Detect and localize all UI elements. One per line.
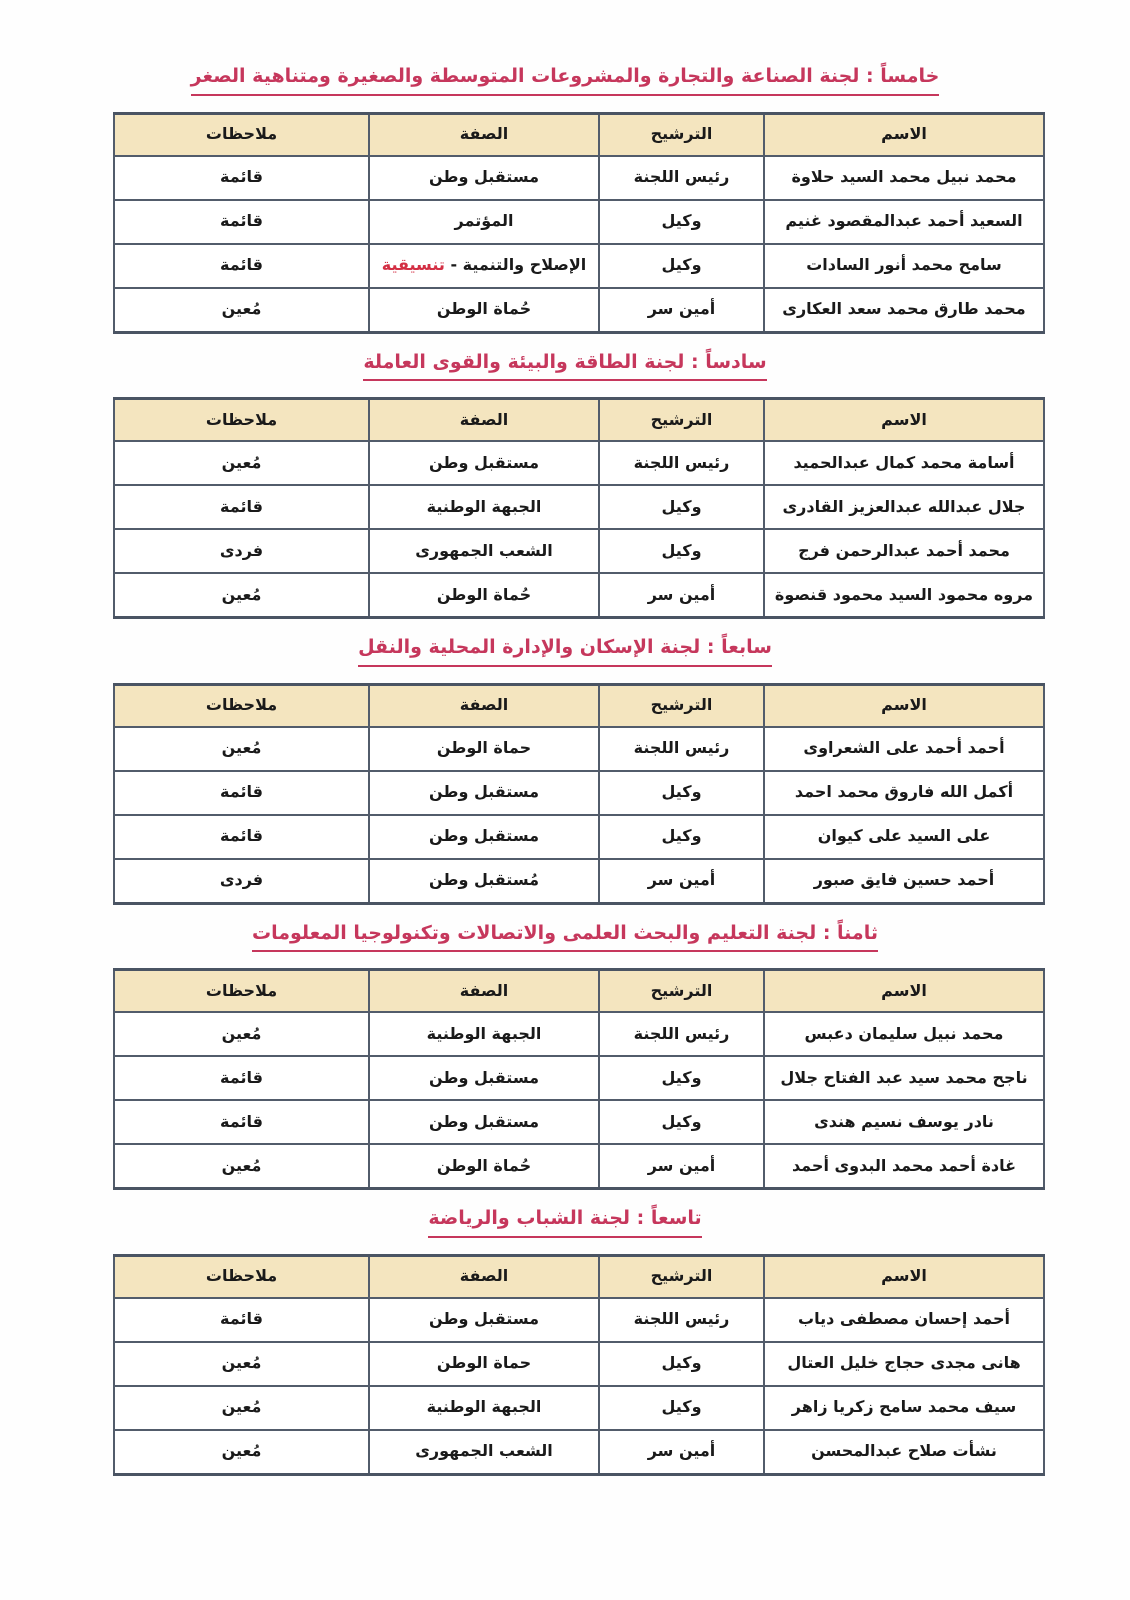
cell-member-name: سيف محمد سامح زكريا زاهر: [764, 1386, 1044, 1430]
section-heading-text: سادساً : لجنة الطاقة والبيئة والقوى العاملة: [363, 348, 766, 382]
table-row: [114, 200, 1044, 244]
cell-notes: مُعين: [114, 1012, 369, 1056]
section-heading-text: خامساً : لجنة الصناعة والتجارة والمشروعات المتوسطة والصغيرة ومتناهية الصغر: [191, 62, 940, 96]
column-header-notes: ملاحظات: [114, 399, 369, 442]
cell-party: حُماة الوطن: [369, 573, 599, 618]
cell-notes: مُعين: [114, 1144, 369, 1189]
column-header-name: الاسم: [764, 970, 1044, 1013]
cell-party: حماة الوطن: [369, 727, 599, 771]
table-row: [114, 1386, 1044, 1430]
cell-nomination: وكيل: [599, 1386, 764, 1430]
table-row: [114, 1430, 1044, 1475]
sections-container: [85, 48, 1045, 1476]
cell-member-name: محمد طارق محمد سعد العكارى: [764, 288, 1044, 333]
column-header-party: الصفة: [369, 970, 599, 1013]
committee-table: [113, 968, 1045, 1190]
cell-nomination: رئيس اللجنة: [599, 1298, 764, 1342]
column-header-nomination: الترشيح: [599, 399, 764, 442]
table-row: [114, 156, 1044, 200]
table-row: [114, 1342, 1044, 1386]
cell-party: الجبهة الوطنية: [369, 1012, 599, 1056]
cell-nomination: وكيل: [599, 771, 764, 815]
committee-table: [113, 1254, 1045, 1476]
cell-party: الشعب الجمهورى: [369, 1430, 599, 1475]
section-heading: [85, 334, 1045, 392]
cell-member-name: جلال عبدالله عبدالعزيز القادرى: [764, 485, 1044, 529]
committee-table: [113, 112, 1045, 334]
cell-notes: قائمة: [114, 1056, 369, 1100]
cell-nomination: أمين سر: [599, 288, 764, 333]
cell-notes: مُعين: [114, 1430, 369, 1475]
committee-table: [113, 683, 1045, 905]
cell-member-name: مروه محمود السيد محمود قنصوة: [764, 573, 1044, 618]
cell-party: [369, 244, 599, 288]
cell-notes: قائمة: [114, 771, 369, 815]
table-row: [114, 573, 1044, 618]
column-header-party: الصفة: [369, 399, 599, 442]
cell-nomination: رئيس اللجنة: [599, 727, 764, 771]
table-row: [114, 485, 1044, 529]
cell-party: مستقبل وطن: [369, 815, 599, 859]
cell-member-name: غادة أحمد محمد البدوى أحمد: [764, 1144, 1044, 1189]
table-row: [114, 1144, 1044, 1189]
column-header-party: الصفة: [369, 684, 599, 727]
section-heading: [85, 619, 1045, 677]
cell-member-name: محمد أحمد عبدالرحمن فرج: [764, 529, 1044, 573]
table-row: [114, 1298, 1044, 1342]
cell-nomination: وكيل: [599, 815, 764, 859]
cell-party: مستقبل وطن: [369, 441, 599, 485]
cell-nomination: وكيل: [599, 485, 764, 529]
table-row: [114, 1100, 1044, 1144]
cell-member-name: محمد نبيل سليمان دعبس: [764, 1012, 1044, 1056]
cell-member-name: السعيد أحمد عبدالمقصود غنيم: [764, 200, 1044, 244]
cell-notes: فردى: [114, 859, 369, 904]
cell-notes: مُعين: [114, 441, 369, 485]
cell-party: حُماة الوطن: [369, 288, 599, 333]
cell-notes: قائمة: [114, 1100, 369, 1144]
committee-section: [85, 1190, 1045, 1476]
cell-notes: مُعين: [114, 288, 369, 333]
table-row: [114, 1056, 1044, 1100]
cell-nomination: وكيل: [599, 1056, 764, 1100]
cell-member-name: أحمد حسين فايق صبور: [764, 859, 1044, 904]
committee-section: [85, 619, 1045, 905]
cell-nomination: أمين سر: [599, 859, 764, 904]
cell-notes: قائمة: [114, 1298, 369, 1342]
cell-party: مستقبل وطن: [369, 1298, 599, 1342]
column-header-name: الاسم: [764, 684, 1044, 727]
cell-nomination: أمين سر: [599, 1430, 764, 1475]
cell-member-name: أحمد إحسان مصطفى دياب: [764, 1298, 1044, 1342]
cell-nomination: أمين سر: [599, 573, 764, 618]
cell-party-main: الإصلاح والتنمية -: [444, 255, 587, 275]
column-header-name: الاسم: [764, 1255, 1044, 1298]
table-row: [114, 859, 1044, 904]
cell-party: الجبهة الوطنية: [369, 485, 599, 529]
cell-nomination: رئيس اللجنة: [599, 156, 764, 200]
cell-party: حُماة الوطن: [369, 1144, 599, 1189]
cell-party-annotation: تنسيقية: [381, 255, 445, 275]
cell-member-name: هانى مجدى حجاج خليل العتال: [764, 1342, 1044, 1386]
cell-notes: قائمة: [114, 156, 369, 200]
cell-notes: قائمة: [114, 200, 369, 244]
cell-notes: قائمة: [114, 485, 369, 529]
column-header-notes: ملاحظات: [114, 970, 369, 1013]
cell-party: مستقبل وطن: [369, 156, 599, 200]
cell-member-name: نشأت صلاح عبدالمحسن: [764, 1430, 1044, 1475]
cell-notes: مُعين: [114, 727, 369, 771]
cell-member-name: أسامة محمد كمال عبدالحميد: [764, 441, 1044, 485]
column-header-nomination: الترشيح: [599, 970, 764, 1013]
cell-party: الشعب الجمهورى: [369, 529, 599, 573]
section-heading: [85, 905, 1045, 963]
cell-party: حماة الوطن: [369, 1342, 599, 1386]
cell-nomination: وكيل: [599, 200, 764, 244]
table-header-row: [114, 684, 1044, 727]
cell-party: مستقبل وطن: [369, 1056, 599, 1100]
cell-nomination: أمين سر: [599, 1144, 764, 1189]
column-header-nomination: الترشيح: [599, 113, 764, 156]
section-heading: [85, 48, 1045, 106]
cell-member-name: محمد نبيل محمد السيد حلاوة: [764, 156, 1044, 200]
cell-notes: مُعين: [114, 1386, 369, 1430]
cell-notes: فردى: [114, 529, 369, 573]
cell-party: مستقبل وطن: [369, 771, 599, 815]
table-row: [114, 815, 1044, 859]
section-heading-text: سابعاً : لجنة الإسكان والإدارة المحلية والنقل: [358, 633, 772, 667]
cell-nomination: رئيس اللجنة: [599, 1012, 764, 1056]
column-header-party: الصفة: [369, 1255, 599, 1298]
cell-member-name: سامح محمد أنور السادات: [764, 244, 1044, 288]
committee-section: [85, 334, 1045, 620]
table-row: [114, 288, 1044, 333]
cell-member-name: على السيد على كيوان: [764, 815, 1044, 859]
cell-notes: مُعين: [114, 573, 369, 618]
cell-nomination: وكيل: [599, 244, 764, 288]
table-row: [114, 529, 1044, 573]
cell-party: الجبهة الوطنية: [369, 1386, 599, 1430]
committee-section: [85, 905, 1045, 1191]
cell-member-name: ناجح محمد سيد عبد الفتاح جلال: [764, 1056, 1044, 1100]
table-row: [114, 441, 1044, 485]
cell-party: مُستقبل وطن: [369, 859, 599, 904]
cell-nomination: وكيل: [599, 1342, 764, 1386]
table-header-row: [114, 970, 1044, 1013]
column-header-party: الصفة: [369, 113, 599, 156]
committee-table: [113, 397, 1045, 619]
cell-notes: قائمة: [114, 815, 369, 859]
cell-member-name: أحمد أحمد على الشعراوى: [764, 727, 1044, 771]
cell-nomination: وكيل: [599, 529, 764, 573]
cell-nomination: وكيل: [599, 1100, 764, 1144]
table-row: [114, 244, 1044, 288]
column-header-notes: ملاحظات: [114, 113, 369, 156]
cell-party: مستقبل وطن: [369, 1100, 599, 1144]
section-heading: [85, 1190, 1045, 1248]
cell-notes: قائمة: [114, 244, 369, 288]
table-header-row: [114, 399, 1044, 442]
table-row: [114, 771, 1044, 815]
cell-nomination: رئيس اللجنة: [599, 441, 764, 485]
column-header-notes: ملاحظات: [114, 1255, 369, 1298]
section-heading-text: تاسعاً : لجنة الشباب والرياضة: [428, 1204, 701, 1238]
cell-member-name: أكمل الله فاروق محمد احمد: [764, 771, 1044, 815]
column-header-nomination: الترشيح: [599, 1255, 764, 1298]
column-header-nomination: الترشيح: [599, 684, 764, 727]
table-header-row: [114, 1255, 1044, 1298]
column-header-notes: ملاحظات: [114, 684, 369, 727]
cell-party: المؤتمر: [369, 200, 599, 244]
section-heading-text: ثامناً : لجنة التعليم والبحث العلمى والاتصالات وتكنولوجيا المعلومات: [252, 919, 878, 953]
column-header-name: الاسم: [764, 399, 1044, 442]
table-row: [114, 727, 1044, 771]
table-row: [114, 1012, 1044, 1056]
committee-section: [85, 48, 1045, 334]
cell-notes: مُعين: [114, 1342, 369, 1386]
column-header-name: الاسم: [764, 113, 1044, 156]
cell-member-name: نادر يوسف نسيم هندى: [764, 1100, 1044, 1144]
table-header-row: [114, 113, 1044, 156]
